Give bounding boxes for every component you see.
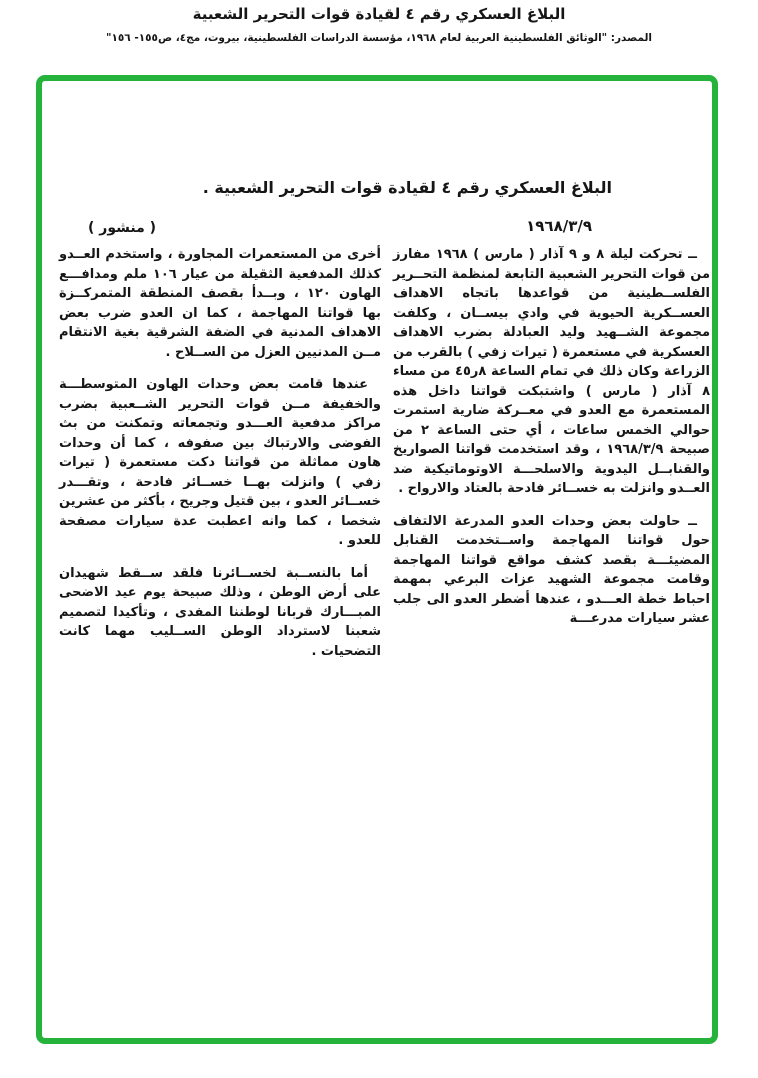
page-title: البلاغ العسكري رقم ٤ لقيادة قوات التحرير الشعبية xyxy=(192,5,566,23)
paragraph: أخرى من المستعمرات المجاورة ، واستخدم العــدو كذلك المدفعية الثقيلة من عيار ١٠٦ ملم ومدافـــع الهاون ١٢٠ ، وبــدأ بقصف المنطقة المتمركــزة بها قواتنا المهاجمة ، كما ان العدو ضرب بعض الاهداف المدنية في الضفة الشرقية بغية الانتقام مــن المدنيين العزل من الســلاح . xyxy=(59,247,381,360)
page-header xyxy=(0,5,758,44)
body-column-right xyxy=(393,245,710,642)
document-frame xyxy=(36,75,718,1044)
document-title: البلاغ العسكري رقم ٤ لقيادة قوات التحرير الشعبية . xyxy=(202,178,612,197)
paragraph: ــ تحركت ليلة ٨ و ٩ آذار ( مارس ) ١٩٦٨ مفارز من قوات التحرير الشعبية التابعة لمنظمة التحــرير الفلســطينية من قواعدها باتجاه الاهداف العســكرية الحيوية في وادي بيســان ، وكلفت مجموعة الشــهيد وليد العبادلة بضرب الاهداف العسكرية في مستعمرة ( تيرات زفي ) بالقرب من الزراعة وكان ذلك في تمام الساعة ٨ر٤٥ من مساء ٨ آذار ( مارس ) واشتبكت قواتنا داخل هذه المستعمرة مع العدو في معــركة ضارية استمرت حوالي الخمس ساعات ، أي حتى الساعة ٢ من صبيحة ١٩٦٨/٣/٩ ، وقد استخدمت قواتنا الصواريخ والقنابــل اليدوية والاسلحـــة الاوتوماتيكية ضد العــدو وانزلت به خســائر فادحة بالعتاد والارواح . xyxy=(393,247,711,496)
paragraph: أما بالنســبة لخســائرنا فلقد ســقط شهيدان على أرض الوطن ، وذلك صبيحة يوم عيد الاضحى المبـــارك قربانا لوطننا المفدى ، وتأكيدا لتصميم شعبنا لاسترداد الوطن الســليب مهما كانت التضحيات . xyxy=(59,565,381,659)
source-citation: المصدر: "الوثائق الفلسطينية العربية لعام ١٩٦٨، مؤسسة الدراسات الفلسطينية، بيروت، مج٤، ص١٥٥- ١٥٦" xyxy=(105,32,653,44)
paragraph: ــ حاولت بعض وحدات العدو المدرعة الالتفاف حول قواتنا المهاجمة واســتخدمت القنابل المضيئـــة بقصد كشف مواقع قواتنا المهاجمة وقامت مجموعة الشهيد عزات البرعي بمهمة احباط خطة العـــدو ، عندها أضطر العدو الى جلب عشر سيارات مدرعـــة xyxy=(393,513,710,626)
body-column-left xyxy=(59,245,381,674)
document-date: ١٩٦٨/٣/٩ xyxy=(526,217,592,235)
paragraph: عندها قامت بعض وحدات الهاون المتوسطـــة والخفيفة مــن قوات التحرير الشــعبية بضرب مراكز مدفعية العـــدو وتجمعاته وتمكنت من بث الفوضى والارتباك بين صفوفه ، كما أن وحدات هاون مماثلة من قواتنا دكت مستعمرة ( تيرات زفي ) وانزلت بهــا خســائر فادحة ، وتقـــدر خســائر العدو ، بين قتيل وجريح ، بأكثر من عشرين شخصا ، كما وانه اعطبت عدة سيارات مصفحة للعدو . xyxy=(59,377,381,548)
publication-note: ( منشور ) xyxy=(88,220,157,236)
